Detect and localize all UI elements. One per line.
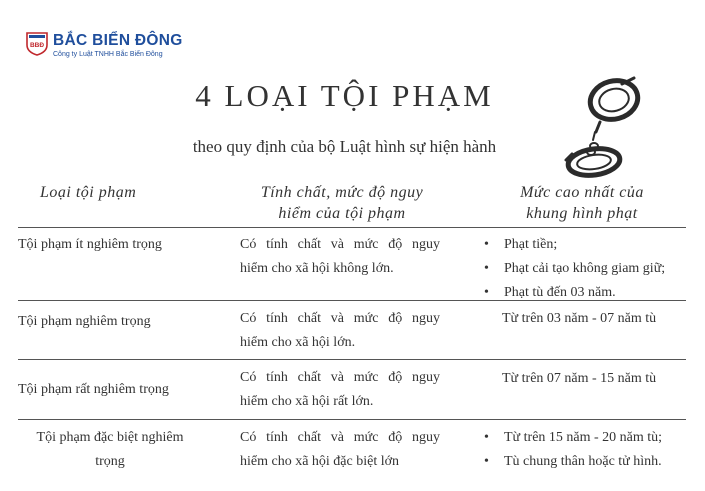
- row1-crime-type: Tội phạm ít nghiêm trọng: [18, 237, 162, 252]
- row4-crime-type: Tội phạm đặc biệt nghiêm trọng: [36, 430, 184, 469]
- row-divider: [18, 359, 686, 360]
- row-divider: [18, 227, 686, 228]
- row2-penalty: Từ trên 03 năm - 07 năm tù: [502, 311, 657, 326]
- header-crime-type: Loại tội phạm: [40, 184, 137, 201]
- row3-crime-type: Tội phạm rất nghiêm trọng: [18, 382, 169, 397]
- row3-nature: Có tính chất và mức độ nguy hiểm cho xã hội rất lớn.: [240, 370, 440, 409]
- company-name: BẮC BIỂN ĐÔNG: [53, 32, 183, 49]
- list-item: • Tù chung thân hoặc tử hình.: [482, 450, 662, 474]
- page-title: 4 LOẠI TỘI PHẠM: [195, 78, 494, 113]
- shield-logo-icon: [26, 32, 48, 56]
- header-nature: Tính chất, mức độ nguy hiểm của tội phạm: [260, 184, 424, 222]
- row3-penalty: Từ trên 07 năm - 15 năm tù: [502, 371, 657, 386]
- list-item: • Phạt tiền;: [482, 233, 665, 257]
- company-logo: [26, 32, 183, 58]
- header-max-penalty: Mức cao nhất của khung hình phạt: [520, 184, 644, 222]
- page-subtitle: theo quy định của bộ Luật hình sự hiện hành: [192, 137, 497, 156]
- row1-nature: Có tính chất và mức độ nguy hiểm cho xã hội không lớn.: [240, 237, 440, 276]
- row1-penalties: [482, 233, 665, 305]
- row2-nature: Có tính chất và mức độ nguy hiểm cho xã hội lớn.: [240, 311, 440, 350]
- svg-text:BBĐ: BBĐ: [29, 42, 45, 49]
- handcuffs-icon: [562, 74, 648, 179]
- company-subtitle: Công ty Luật TNHH Bắc Biển Đông: [53, 51, 163, 58]
- row2-crime-type: Tội phạm nghiêm trọng: [18, 314, 151, 329]
- row4-penalties: [482, 426, 662, 474]
- list-item: • Từ trên 15 năm - 20 năm tù;: [482, 426, 662, 450]
- list-item: • Phạt cải tạo không giam giữ;: [482, 257, 665, 281]
- row-divider: [18, 419, 686, 420]
- row4-nature: Có tính chất và mức độ nguy hiểm cho xã hội đặc biệt lớn: [240, 430, 440, 469]
- list-item: • Phạt tù đến 03 năm.: [482, 281, 665, 305]
